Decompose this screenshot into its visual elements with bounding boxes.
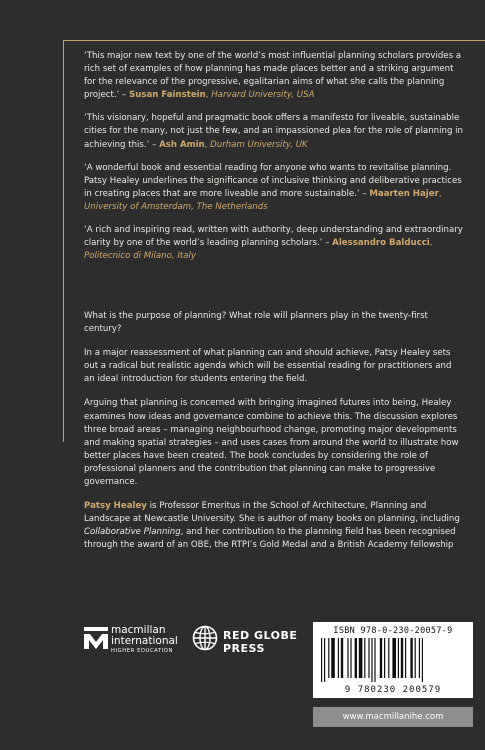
barcode-bar [368, 638, 369, 678]
quote-text: ‘A rich and inspiring read, written with authority, deep understanding and extraordinary clarity by one of the world’s leading planning scholars.’ – [84, 225, 463, 249]
red-globe-wordmark [223, 629, 297, 655]
macmillan-line2: international [111, 635, 178, 647]
endorsement-quote [84, 112, 464, 151]
quote-text: ‘A wonderful book and essential reading for anyone who wants to revitalise planning. Patsy Healey underlines the significance of inclusive thinking and deliberative practices in creating places that are more liveable and more sustainable.’ – [84, 162, 462, 199]
barcode-bar [364, 638, 365, 678]
barcode-bar [324, 638, 325, 682]
quote-affiliation: University of Amsterdam, The Netherlands [84, 201, 268, 212]
description-paragraph: Arguing that planning is concerned with bringing imagined futures into being, Healey examines how ideas and governance combine to achieve this. The discussion explores three broad areas – managing neighbourhood change, promoting major developments and making spatial strategies – and uses cases from around the world to illustrate how better places have been created. The book concludes by considering the role of professional planners and the contribution that planning can make to progressive governance. [84, 398, 459, 488]
macmillan-line3: HIGHER EDUCATION [111, 648, 173, 654]
endorsements [84, 50, 464, 273]
barcode-bar [328, 638, 329, 678]
quote-separator: , [429, 238, 433, 249]
barcode-bar [419, 638, 420, 678]
barcode-bar [331, 638, 335, 678]
description-paragraph: In a major reassessment of what planning can and should achieve, Patsy Healey sets out a radical but realistic agenda which will be essential reading for practitioners and an ideal introduction for students entering the field. [84, 348, 452, 385]
barcode-bars [319, 638, 467, 682]
author-bio [84, 500, 464, 552]
quote-author: Alessandro Balducci [332, 238, 430, 249]
endorsement-quote [84, 224, 464, 263]
book-description [84, 310, 464, 564]
quote-affiliation: Harvard University, USA [211, 90, 315, 101]
barcode-bar [341, 638, 343, 678]
barcode-bar [380, 638, 382, 678]
barcode-bar [405, 638, 406, 678]
red-globe-press-logo [192, 625, 302, 661]
macmillan-logo [84, 625, 184, 661]
barcode-bar [338, 638, 339, 678]
author-bio-text: is Professor Emeritus in the School of Architecture, Planning and Landscape at Newcastle University. She is author of many books on planning, including [84, 501, 460, 525]
barcode-bar [410, 638, 412, 678]
quote-author: Susan Fainstein [129, 90, 206, 101]
redglobe-line2: PRESS [223, 642, 265, 655]
endorsement-quote [84, 162, 464, 214]
frame-border-extension [63, 308, 64, 442]
macmillan-line1: macmillan [111, 624, 166, 636]
barcode-bar [371, 638, 372, 682]
quote-text: ‘This major new text by one of the world’s most influential planning scholars provides a rich set of examples of how planning has made places better and a striking argument for the relevance of the progressive, egalitarian aims of what she calls the planning project.’ – [84, 51, 462, 101]
barcode-bar [392, 638, 396, 678]
description-paragraph: What is the purpose of planning? What role will planners play in the twenty-first century? [84, 311, 428, 335]
barcode-bar [422, 638, 423, 682]
quote-separator: , [205, 90, 212, 101]
ean-number: 9 780230 200579 [344, 685, 442, 695]
barcode-bar [355, 638, 357, 678]
endorsement-quote [84, 50, 464, 102]
macmillan-m-icon [84, 627, 108, 649]
quote-affiliation: Durham University, UK [210, 139, 308, 150]
quote-text: ‘This visionary, hopeful and pragmatic book offers a manifesto for liveable, sustainable cities for the many, not just the few, and an impassioned plea for the role of planning in achieving this.’ – [84, 113, 463, 150]
isbn-number: ISBN 978-0-230-20057-9 [333, 626, 453, 636]
barcode-bar [374, 638, 375, 682]
barcode-bar [401, 638, 403, 678]
book-title-mention: Collaborative Planning [84, 527, 181, 538]
globe-icon [192, 625, 218, 651]
barcode-bar [359, 638, 363, 678]
barcode-bar [321, 638, 322, 682]
quote-affiliation: Politecnico di Milano, Italy [84, 251, 196, 262]
isbn-barcode [313, 622, 473, 698]
quote-author: Ash Amin [159, 139, 205, 150]
quote-separator: , [204, 139, 211, 150]
barcode-bar [350, 638, 351, 678]
barcode-bar [415, 638, 416, 678]
publisher-website[interactable]: www.macmillanihe.com [313, 707, 473, 727]
barcode-bar [384, 638, 385, 678]
barcode-bar [398, 638, 399, 678]
barcode-bar [347, 638, 348, 678]
author-bio-text: , and her contribution to the planning field has been recognised through the award of an OBE, the RTPI’s Gold Medal and a British Academy fellowship [84, 527, 456, 551]
quote-author: Maarten Hajer [369, 188, 439, 199]
macmillan-wordmark [111, 625, 178, 655]
barcode-bar [388, 638, 389, 678]
quote-separator: , [438, 188, 442, 199]
redglobe-line1: RED GLOBE [223, 629, 298, 642]
author-name: Patsy Healey [84, 501, 147, 512]
